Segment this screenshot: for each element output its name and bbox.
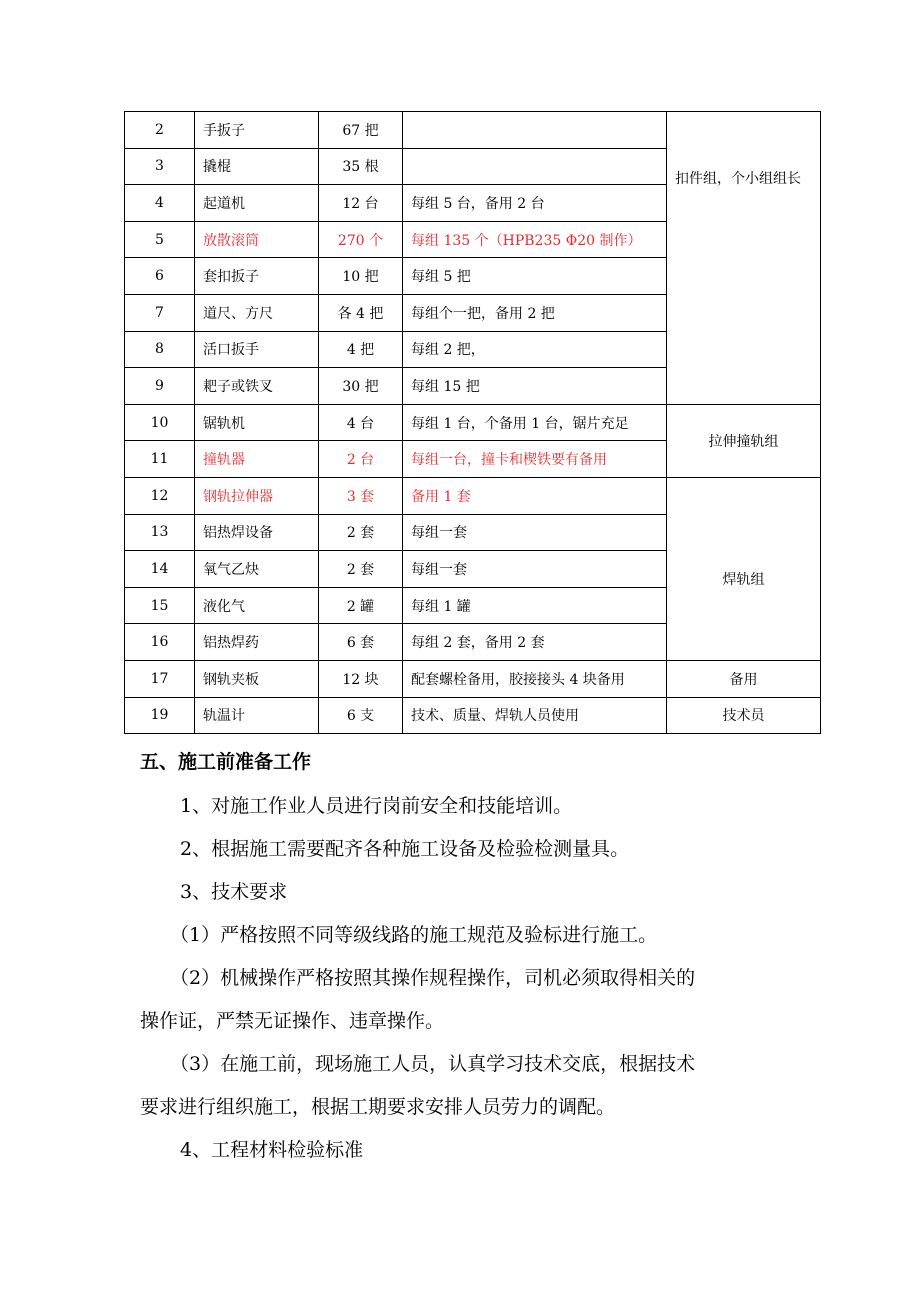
item-quantity: 6 支	[319, 697, 403, 734]
item-name: 氧气乙炔	[195, 551, 319, 588]
item-name: 起道机	[195, 185, 319, 222]
paragraph-5-line-2: 操作证，严禁无证操作、违章操作。	[140, 1010, 445, 1032]
item-name: 耙子或铁叉	[195, 368, 319, 405]
item-name: 铝热焊设备	[195, 514, 319, 551]
item-name: 撞轨器	[195, 441, 319, 478]
row-number: 19	[125, 697, 195, 734]
item-quantity: 2 套	[319, 551, 403, 588]
item-note: 每组一套	[403, 551, 667, 588]
row-number: 6	[125, 258, 195, 295]
item-note: 每组一台，撞卡和楔铁要有备用	[403, 441, 667, 478]
item-name: 手扳子	[195, 112, 319, 149]
item-note: 每组 1 台，个备用 1 台，锯片充足	[403, 404, 667, 441]
item-name: 道尺、方尺	[195, 294, 319, 331]
paragraph-2: 2、根据施工需要配齐各种施工设备及检验检测量具。	[180, 838, 630, 860]
item-quantity: 30 把	[319, 368, 403, 405]
item-note: 每组 135 个（HPB235 Φ20 制作）	[403, 221, 667, 258]
paragraph-7: 4、工程材料检验标准	[180, 1139, 364, 1161]
table-row	[125, 697, 821, 734]
table-row	[125, 660, 821, 697]
item-note: 配套螺栓备用，胶接接头 4 块备用	[403, 660, 667, 697]
item-note	[403, 112, 667, 149]
row-number: 9	[125, 368, 195, 405]
section-heading: 五、施工前准备工作	[140, 751, 312, 773]
paragraph-4: （1）严格按照不同等级线路的施工规范及验标进行施工。	[170, 924, 658, 946]
item-note: 每组 5 台，备用 2 台	[403, 185, 667, 222]
item-note: 每组 2 把，	[403, 331, 667, 368]
item-note: 每组 15 把	[403, 368, 667, 405]
group-technician: 技术员	[667, 697, 821, 734]
row-number: 5	[125, 221, 195, 258]
group-fastening: 扣件组，个小组组长	[667, 112, 821, 405]
equipment-table	[124, 111, 821, 734]
paragraph-5-line-1: （2）机械操作严格按照其操作规程操作，司机必须取得相关的	[170, 967, 696, 989]
item-note: 每组 2 套，备用 2 套	[403, 624, 667, 661]
item-quantity: 2 套	[319, 514, 403, 551]
item-name: 放散滚筒	[195, 221, 319, 258]
row-number: 8	[125, 331, 195, 368]
item-name: 套扣扳子	[195, 258, 319, 295]
item-quantity: 12 台	[319, 185, 403, 222]
item-name: 液化气	[195, 587, 319, 624]
table-row	[125, 112, 821, 149]
item-note: 每组一套	[403, 514, 667, 551]
row-number: 4	[125, 185, 195, 222]
paragraph-6-line-1: （3）在施工前，现场施工人员，认真学习技术交底，根据技术	[170, 1053, 696, 1075]
row-number: 11	[125, 441, 195, 478]
group-stretch: 拉伸撞轨组	[667, 404, 821, 477]
item-note: 备用 1 套	[403, 477, 667, 514]
item-name: 撬棍	[195, 148, 319, 185]
item-quantity: 35 根	[319, 148, 403, 185]
item-quantity: 各 4 把	[319, 294, 403, 331]
item-note: 每组 1 罐	[403, 587, 667, 624]
item-quantity: 3 套	[319, 477, 403, 514]
row-number: 17	[125, 660, 195, 697]
row-number: 12	[125, 477, 195, 514]
item-name: 锯轨机	[195, 404, 319, 441]
table-row	[125, 404, 821, 441]
paragraph-1: 1、对施工作业人员进行岗前安全和技能培训。	[180, 795, 573, 817]
item-name: 铝热焊药	[195, 624, 319, 661]
item-name: 轨温计	[195, 697, 319, 734]
paragraph-6-line-2: 要求进行组织施工，根据工期要求安排人员劳力的调配。	[140, 1096, 616, 1118]
group-spare: 备用	[667, 660, 821, 697]
row-number: 15	[125, 587, 195, 624]
item-note: 每组 5 把	[403, 258, 667, 295]
item-note: 每组个一把，备用 2 把	[403, 294, 667, 331]
row-number: 14	[125, 551, 195, 588]
item-name: 活口扳手	[195, 331, 319, 368]
row-number: 3	[125, 148, 195, 185]
row-number: 13	[125, 514, 195, 551]
item-name: 钢轨拉伸器	[195, 477, 319, 514]
item-quantity: 2 台	[319, 441, 403, 478]
item-quantity: 10 把	[319, 258, 403, 295]
row-number: 10	[125, 404, 195, 441]
item-quantity: 12 块	[319, 660, 403, 697]
table-row	[125, 477, 821, 514]
group-welding: 焊轨组	[667, 477, 821, 660]
item-note: 技术、质量、焊轨人员使用	[403, 697, 667, 734]
item-note	[403, 148, 667, 185]
item-quantity: 67 把	[319, 112, 403, 149]
item-quantity: 2 罐	[319, 587, 403, 624]
row-number: 16	[125, 624, 195, 661]
item-quantity: 270 个	[319, 221, 403, 258]
row-number: 2	[125, 112, 195, 149]
row-number: 7	[125, 294, 195, 331]
item-quantity: 4 把	[319, 331, 403, 368]
item-name: 钢轨夹板	[195, 660, 319, 697]
paragraph-3: 3、技术要求	[180, 881, 288, 903]
item-quantity: 6 套	[319, 624, 403, 661]
item-quantity: 4 台	[319, 404, 403, 441]
